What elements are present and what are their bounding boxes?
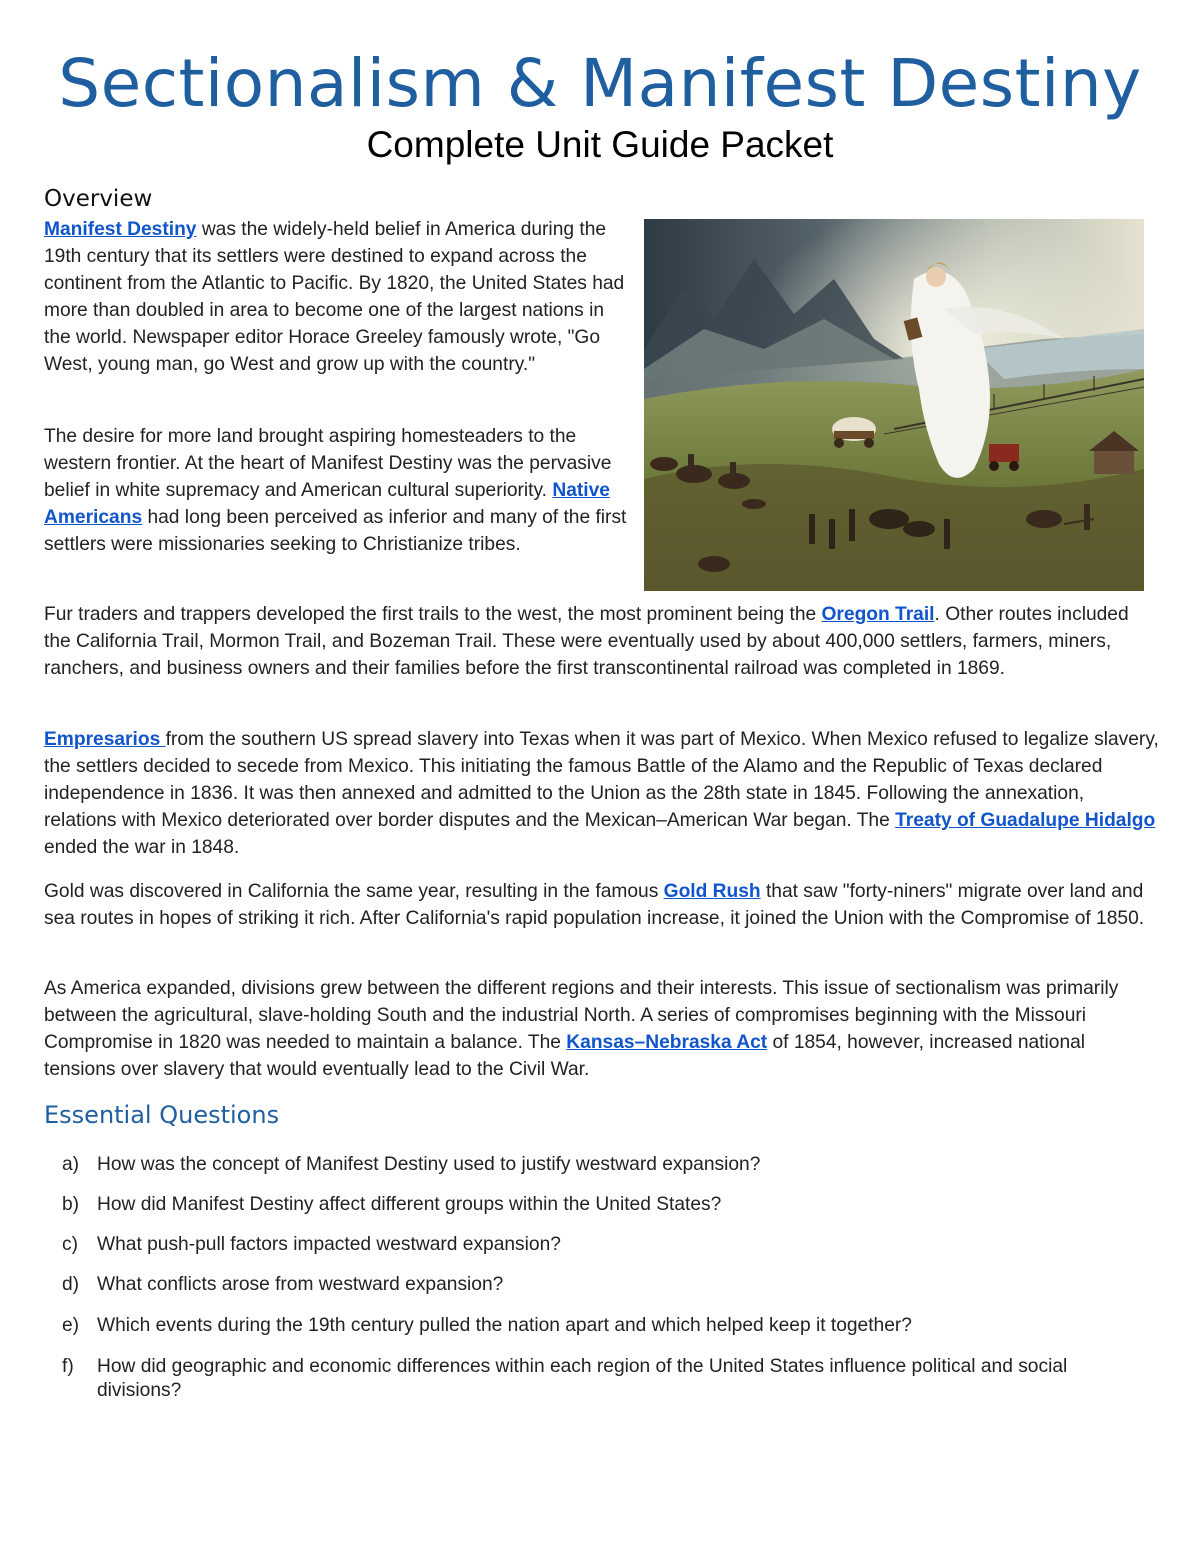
question-text: How was the concept of Manifest Destiny used to justify westward expansion? bbox=[97, 1154, 761, 1175]
paragraph-text: The desire for more land brought aspiring homesteaders to the western frontier. At the heart of Manifest Destiny was the pervasive belief in white supremacy and American cultural superiority. bbox=[44, 426, 612, 501]
list-marker: c) bbox=[62, 1234, 78, 1255]
list-marker: b) bbox=[62, 1194, 80, 1215]
overview-paragraph-6 bbox=[44, 975, 1159, 1083]
kansas-nebraska-act-link[interactable]: Kansas–Nebraska Act bbox=[566, 1032, 768, 1053]
paragraph-text: had long been perceived as inferior and many of the first settlers were missionaries seeking to Christianize tribes. bbox=[44, 507, 627, 555]
page-subtitle: Complete Unit Guide Packet bbox=[366, 124, 834, 165]
list-marker: a) bbox=[62, 1154, 80, 1175]
paragraph-text: from the southern US spread slavery into Texas when it was part of Mexico. When Mexico refused to legalize slavery, the settlers decided to secede from Mexico. This initiating the famous Battle of the Alamo and the Republic of Texas declared independence in 1836. It was then annexed and admitted to the Union as the 28th state in 1845. Following the annexation, relations with Mexico deteriorated over border disputes and the Mexican–American War began. The bbox=[44, 729, 1159, 831]
treaty-of-guadalupe-hidalgo-link[interactable]: Treaty of Guadalupe Hidalgo bbox=[895, 810, 1156, 831]
paragraph-text: that saw "forty-niners" migrate over land and sea routes in hopes of striking it rich. After California's rapid population increase, it joined the Union with the Compromise of 1850. bbox=[44, 881, 1145, 929]
paragraph-text: . Other routes included the California Trail, Mormon Trail, and Bozeman Trail. These were eventually used by about 400,000 settlers, farmers, miners, ranchers, and business owners and their families before the first transcontinental railroad was completed in 1869. bbox=[44, 604, 1129, 679]
question-text: How did Manifest Destiny affect different groups within the United States? bbox=[97, 1194, 722, 1215]
question-text: How did geographic and economic differences within each region of the United States influence political and social divisions? bbox=[97, 1356, 1068, 1401]
paragraph-text: Gold was discovered in California the same year, resulting in the famous bbox=[44, 881, 664, 902]
native-americans-link[interactable]: Native Americans bbox=[44, 480, 610, 528]
oregon-trail-link[interactable]: Oregon Trail bbox=[821, 604, 935, 625]
question-text: Which events during the 19th century pulled the nation apart and which helped keep it together? bbox=[97, 1315, 912, 1336]
question-text: What push-pull factors impacted westward expansion? bbox=[97, 1234, 561, 1255]
list-marker: f) bbox=[62, 1356, 74, 1377]
american-progress-painting bbox=[644, 219, 1144, 591]
paragraph-text: of 1854, however, increased national tensions over slavery that would eventually lead to the Civil War. bbox=[44, 1032, 1086, 1080]
manifest-destiny-link[interactable]: Manifest Destiny bbox=[44, 219, 197, 240]
overview-paragraph-4 bbox=[44, 726, 1159, 861]
overview-paragraph-5 bbox=[44, 878, 1159, 932]
overview-paragraph-3 bbox=[44, 601, 1159, 682]
overview-paragraph-1 bbox=[44, 216, 629, 378]
overview-heading: Overview bbox=[44, 186, 153, 212]
overview-paragraph-2 bbox=[44, 423, 634, 558]
paragraph-text: was the widely-held belief in America during the 19th century that its settlers were destined to expand across the continent from the Atlantic to Pacific. By 1820, the United States had more than doubled in area to become one of the largest nations in the world. Newspaper editor Horace Greeley famously wrote, "Go West, young man, go West and grow up with the country." bbox=[44, 219, 625, 375]
list-marker: e) bbox=[62, 1315, 80, 1336]
paragraph-text: ended the war in 1848. bbox=[44, 837, 240, 858]
page-title: Sectionalism & Manifest Destiny bbox=[58, 45, 1142, 122]
paragraph-text: Fur traders and trappers developed the first trails to the west, the most prominent being the bbox=[44, 604, 822, 625]
question-text: What conflicts arose from westward expansion? bbox=[97, 1274, 504, 1295]
empresarios-link[interactable]: Empresarios bbox=[44, 729, 166, 750]
gold-rush-link[interactable]: Gold Rush bbox=[663, 881, 761, 902]
list-marker: d) bbox=[62, 1274, 80, 1295]
essential-questions-heading: Essential Questions bbox=[44, 1101, 280, 1129]
paragraph-text: As America expanded, divisions grew between the different regions and their interests. This issue of sectionalism was primarily between the agricultural, slave-holding South and the industrial North. A series of compromises beginning with the Missouri Compromise in 1820 was needed to maintain a balance. The bbox=[44, 978, 1119, 1053]
